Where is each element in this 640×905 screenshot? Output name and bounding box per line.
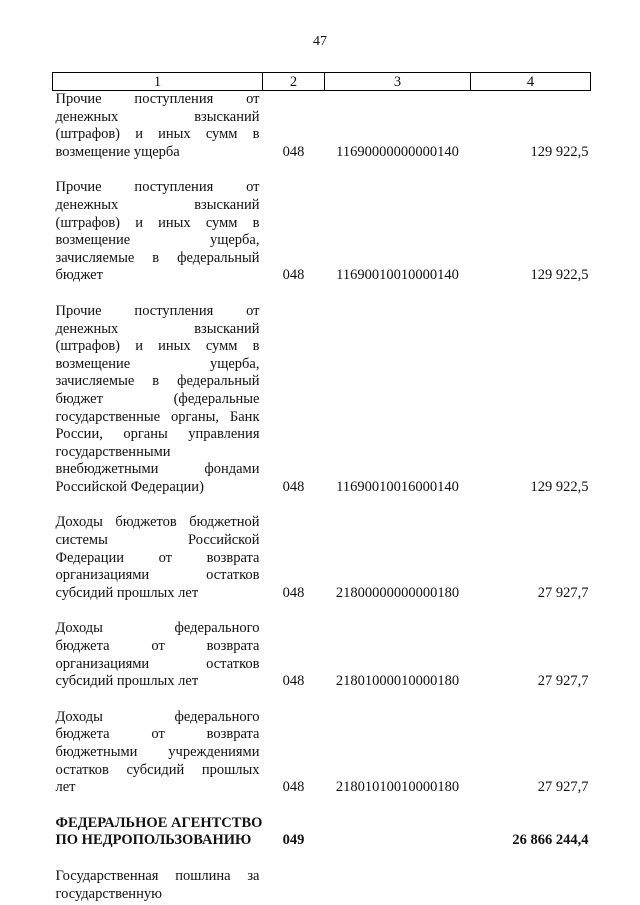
table-body <box>53 91 591 904</box>
revenue-name-cell <box>53 709 263 797</box>
revenue-table <box>52 72 591 903</box>
revenue-name-line: лет <box>55 779 76 796</box>
amount-cell: 27 927,7 <box>537 779 589 796</box>
amount-cell: 26 866 244,4 <box>512 832 589 849</box>
table-row <box>53 868 591 903</box>
budget-classification-code-cell <box>325 868 471 903</box>
revenue-name-line: государственную <box>55 885 162 902</box>
revenue-name-line: организациями остатков <box>55 655 260 672</box>
revenue-name-line: Доходы бюджетов бюджетной <box>55 514 260 531</box>
column-numbers-row <box>53 73 591 91</box>
row-spacer <box>53 850 591 868</box>
administrator-code-cell: 048 <box>282 143 305 160</box>
revenue-name-line: денежных взысканий <box>55 320 260 337</box>
revenue-name-cell <box>53 868 263 903</box>
column-number-1: 1 <box>53 73 263 91</box>
budget-classification-code-cell: 11690000000000140 <box>336 143 459 160</box>
budget-classification-code-cell: 21801000010000180 <box>335 673 460 690</box>
budget-classification-code-cell: 21801010010000180 <box>335 779 460 796</box>
revenue-name-line: бюджет <box>55 267 103 284</box>
revenue-name-line: государственные органы, Банк <box>55 408 260 425</box>
amount-cell: 27 927,7 <box>537 584 589 601</box>
revenue-name-cell <box>53 303 263 497</box>
amount-cell: 129 922,5 <box>530 267 589 284</box>
revenue-name-line: системы Российской <box>55 532 260 549</box>
revenue-name-line: субсидий прошлых лет <box>55 584 199 601</box>
revenue-name-line: (штрафов) и иных сумм в <box>55 214 260 231</box>
revenue-name-line: Доходы федерального <box>55 708 260 725</box>
revenue-name-line: Федерации от возврата <box>55 549 260 566</box>
revenue-name-line: Государственная пошлина за <box>55 867 260 884</box>
row-spacer <box>53 602 591 620</box>
administrator-code-cell: 048 <box>282 267 305 284</box>
table-row <box>53 91 591 162</box>
revenue-name-line: Российской Федерации) <box>55 478 204 495</box>
administrator-code-cell: 048 <box>282 584 305 601</box>
row-spacer <box>53 691 591 709</box>
revenue-name-line: Прочие поступления от <box>55 91 260 107</box>
revenue-name-line: субсидий прошлых лет <box>55 673 199 690</box>
revenue-name-line: государственными <box>55 443 171 460</box>
revenue-name-line: (штрафов) и иных сумм в <box>55 126 260 143</box>
amount-cell: 27 927,7 <box>537 673 589 690</box>
table-row <box>53 709 591 797</box>
revenue-name-line: остатков субсидий прошлых <box>55 761 260 778</box>
table-row <box>53 514 591 602</box>
revenue-name-line: (штрафов) и иных сумм в <box>55 338 260 355</box>
row-spacer <box>53 797 591 815</box>
revenue-name-line: ФЕДЕРАЛЬНОЕ АГЕНТСТВО <box>55 814 263 831</box>
administrator-code-cell <box>263 868 325 903</box>
revenue-name-cell <box>53 815 263 850</box>
administrator-code-cell: 049 <box>282 832 305 849</box>
revenue-name-line: Прочие поступления от <box>55 179 260 196</box>
revenue-name-line: бюджета от возврата <box>55 638 260 655</box>
revenue-name-line: бюджет (федеральные <box>55 390 260 407</box>
column-number-4: 4 <box>471 73 591 91</box>
table-row <box>53 620 591 690</box>
row-spacer <box>53 285 591 303</box>
revenue-name-cell <box>53 620 263 690</box>
row-spacer <box>53 161 591 179</box>
revenue-name-cell <box>53 91 263 162</box>
revenue-name-line: денежных взысканий <box>55 108 260 125</box>
table-row <box>53 303 591 497</box>
revenue-name-line: бюджетными учреждениями <box>55 744 260 760</box>
budget-classification-code-cell: 11690010010000140 <box>336 267 459 284</box>
revenue-name-line: зачисляемые в федеральный <box>55 373 260 390</box>
revenue-name-line: организациями остатков <box>55 567 260 584</box>
revenue-name-line: возмещение ущерба <box>55 143 180 160</box>
revenue-name-line: внебюджетными фондами <box>55 461 260 478</box>
revenue-name-line: зачисляемые в федеральный <box>55 249 260 266</box>
administrator-code-cell: 048 <box>282 673 305 690</box>
column-number-2: 2 <box>263 73 325 91</box>
column-number-3: 3 <box>325 73 471 91</box>
revenue-name-line: Прочие поступления от <box>55 302 260 319</box>
page-number: 47 <box>313 34 327 49</box>
revenue-name-line: возмещение ущерба, <box>55 232 260 249</box>
budget-classification-code-cell <box>325 815 471 850</box>
administrator-code-cell: 048 <box>282 478 305 495</box>
revenue-name-line: денежных взысканий <box>55 196 260 213</box>
revenue-name-line: ПО НЕДРОПОЛЬЗОВАНИЮ <box>55 832 252 849</box>
revenue-name-line: России, органы управления <box>55 426 260 443</box>
revenue-name-line: бюджета от возврата <box>55 726 260 743</box>
revenue-name-line: возмещение ущерба, <box>55 355 260 372</box>
budget-classification-code-cell: 11690010016000140 <box>336 478 459 495</box>
revenue-name-cell <box>53 514 263 602</box>
table-row <box>53 179 591 285</box>
revenue-name-cell <box>53 179 263 285</box>
amount-cell: 129 922,5 <box>530 143 589 160</box>
administrator-code-cell: 048 <box>282 779 305 796</box>
row-spacer <box>53 496 591 514</box>
agency-row <box>53 815 591 850</box>
budget-classification-code-cell: 21800000000000180 <box>335 584 460 601</box>
amount-cell: 129 922,5 <box>530 478 589 495</box>
revenue-name-line: Доходы федерального <box>55 620 260 637</box>
amount-cell <box>471 868 591 903</box>
